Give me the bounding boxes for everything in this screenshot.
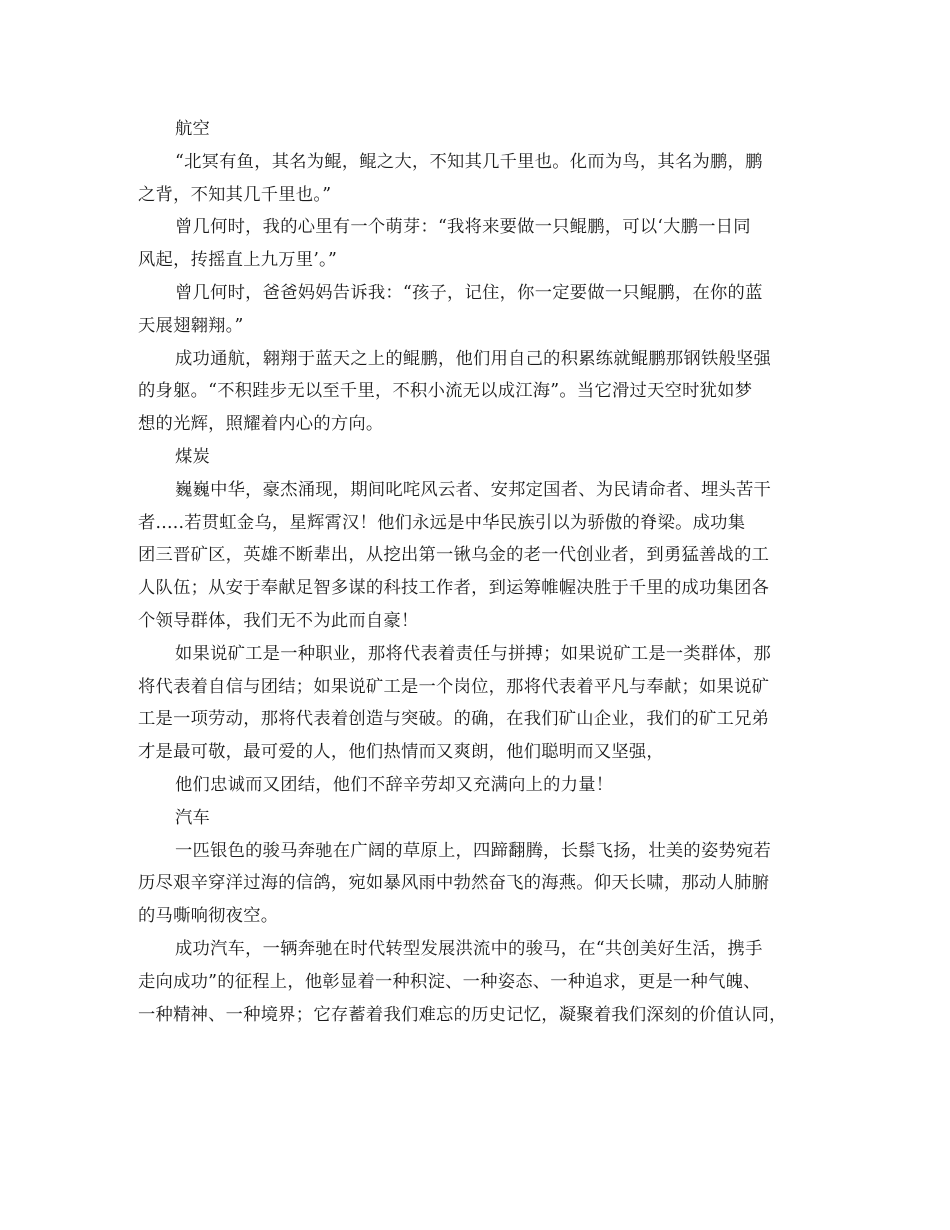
paragraph-line: 走向成功”的征程上，他彰显着一种积淀、一种姿态、一种追求，更是一种气魄、 (138, 971, 761, 992)
paragraph-line: 他们忠诚而又团结，他们不辞辛劳却又充满向上的力量！ (175, 774, 614, 795)
section-heading-automotive: 汽车 (175, 807, 211, 828)
section-heading-coal: 煤炭 (175, 446, 211, 467)
paragraph-line: 工是一项劳动，那将代表着创造与突破。的确，在我们矿山企业，我们的矿工兄弟 (138, 709, 770, 730)
paragraph-line: 个领导群体，我们无不为此而自豪！ (138, 610, 419, 631)
paragraph-line: 风起，抟摇直上九万里’。” (138, 250, 338, 271)
paragraph-line: 如果说矿工是一种职业，那将代表着责任与拼搏；如果说矿工是一类群体，那 (175, 643, 772, 664)
paragraph-line: 成功通航，翱翔于蓝天之上的鲲鹏，他们用自己的积累练就鲲鹏那钢铁般坚强 (175, 348, 772, 369)
paragraph-line: 曾几何时，我的心里有一个萌芽：“我将来要做一只鲲鹏，可以‘大鹏一日同 (175, 217, 751, 238)
paragraph-line: 天展翅翱翔。” (138, 315, 244, 336)
paragraph-line: 历尽艰辛穿洋过海的信鸽，宛如暴风雨中勃然奋飞的海燕。仰天长啸，那动人肺腑 (138, 873, 770, 894)
paragraph-line: 者.....若贯虹金乌，星辉霄汉！他们永远是中华民族引以为骄傲的脊梁。成功集 (138, 512, 746, 533)
paragraph-line: 之背，不知其几千里也。” (138, 184, 332, 205)
paragraph-line: 巍巍中华，豪杰涌现，期间叱咤风云者、安邦定国者、为民请命者、埋头苦干 (175, 479, 772, 500)
paragraph-line: 一种精神、一种境界；它存蓄着我们难忘的历史记忆，凝聚着我们深刻的价值认同， (138, 1004, 787, 1025)
paragraph-line: 的身躯。“不积跬步无以至千里，不积小流无以成江海”。当它滑过天空时犹如梦 (138, 381, 753, 402)
paragraph-line: 的马嘶响彻夜空。 (138, 906, 279, 927)
paragraph-line: 想的光辉，照耀着内心的方向。 (138, 414, 384, 435)
paragraph-line: 成功汽车，一辆奔驰在时代转型发展洪流中的骏马，在“共创美好生活，携手 (175, 938, 763, 959)
paragraph-line: 才是最可敬，最可爱的人，他们热情而又爽朗，他们聪明而又坚强， (138, 742, 664, 763)
paragraph-line: 团三晋矿区，英雄不断辈出，从挖出第一锹乌金的老一代创业者，到勇猛善战的工 (138, 545, 770, 566)
document-body (138, 113, 826, 1031)
paragraph-line: 一匹银色的骏马奔驰在广阔的草原上，四蹄翻腾，长鬃飞扬，壮美的姿势宛若 (175, 840, 772, 861)
paragraph-line: 曾几何时，爸爸妈妈告诉我：“孩子，记住，你一定要做一只鲲鹏，在你的蓝 (175, 282, 763, 303)
paragraph-line: 将代表着自信与团结；如果说矿工是一个岗位，那将代表着平凡与奉献；如果说矿 (138, 676, 770, 697)
paragraph-line: “北冥有鱼，其名为鲲，鲲之大，不知其几千里也。化而为鸟，其名为鹏，鹏 (175, 151, 763, 172)
paragraph-line: 人队伍；从安于奉献足智多谋的科技工作者，到运筹帷幄决胜于千里的成功集团各 (138, 578, 770, 599)
section-heading-aviation: 航空 (175, 119, 211, 139)
